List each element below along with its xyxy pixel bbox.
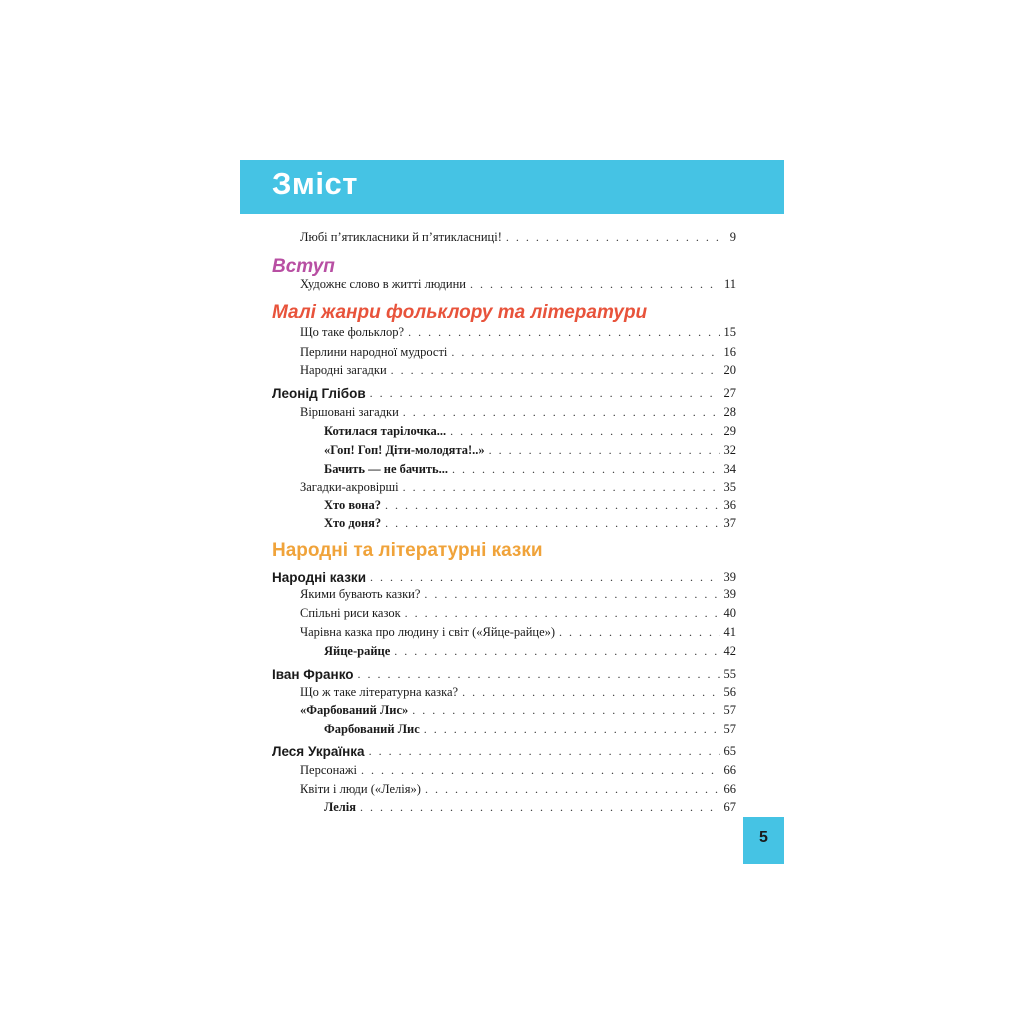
toc-entry[interactable]	[300, 761, 736, 780]
leader-dots	[385, 514, 719, 533]
leader-dots	[361, 761, 720, 780]
toc-entry-page: 55	[723, 667, 736, 681]
toc-entry-label: Хто вона?	[324, 498, 381, 512]
toc-entry-label: Що ж таке літературна казка?	[300, 685, 459, 699]
toc-entry-page: 56	[723, 685, 736, 699]
toc-entry-label: Спільні риси казок	[300, 606, 401, 620]
toc-entry-label: Народні казки	[272, 570, 366, 585]
toc-entry-label: Фарбований Лис	[324, 722, 420, 736]
leader-dots	[424, 585, 719, 604]
leader-dots	[489, 441, 720, 460]
leader-dots	[403, 403, 720, 422]
section-heading-intro: Вступ	[272, 256, 335, 277]
leader-dots	[412, 701, 719, 720]
leader-dots	[405, 604, 720, 623]
toc-entry-label: Художнє слово в житті людини	[300, 277, 466, 291]
leader-dots	[403, 478, 720, 497]
toc-entry-label: Персонажі	[300, 763, 357, 777]
toc-entry-page: 35	[723, 480, 736, 494]
toc-entry-label: Леонід Глібов	[272, 386, 366, 401]
toc-entry[interactable]	[324, 798, 736, 817]
toc-entry[interactable]	[300, 478, 736, 497]
toc-entry[interactable]	[300, 780, 736, 799]
toc-entry-page: 20	[723, 363, 736, 377]
toc-entry-page: 39	[723, 587, 736, 601]
book-page	[240, 160, 784, 865]
leader-dots	[506, 228, 726, 247]
toc-entry-label: Леся Українка	[272, 744, 365, 759]
toc-entry-page: 16	[723, 345, 736, 359]
toc-entry-page: 42	[723, 644, 736, 658]
toc-entry-page: 41	[723, 625, 736, 639]
toc-entry-label: Котилася тарілочка...	[324, 424, 447, 438]
leader-dots	[370, 384, 720, 403]
leader-dots	[424, 720, 720, 739]
toc-entry-label: «Гоп! Гоп! Діти-молодята!..»	[324, 443, 485, 457]
toc-entry-page: 36	[723, 498, 736, 512]
toc-entry-page: 15	[723, 325, 736, 339]
toc-entry-page: 40	[723, 606, 736, 620]
table-of-contents	[240, 160, 784, 865]
toc-entry-label: Що таке фольклор?	[300, 325, 405, 339]
toc-entry[interactable]	[324, 460, 736, 479]
section-heading-genres: Малі жанри фольклору та літератури	[272, 302, 648, 323]
toc-entry-label: Лелія	[324, 800, 357, 814]
toc-entry-label: «Фарбований Лис»	[300, 703, 409, 717]
toc-entry-page: 66	[723, 782, 736, 796]
toc-entry[interactable]	[300, 323, 736, 342]
toc-entry-label: Віршовані загадки	[300, 405, 399, 419]
toc-entry[interactable]	[324, 642, 736, 661]
toc-entry-intro-greeting[interactable]	[300, 228, 736, 247]
toc-entry[interactable]	[300, 403, 736, 422]
toc-entry-page: 37	[723, 516, 736, 530]
toc-entry-label: Народні загадки	[300, 363, 387, 377]
toc-entry[interactable]	[300, 683, 736, 702]
toc-entry-page: 57	[723, 703, 736, 717]
toc-entry[interactable]	[300, 585, 736, 604]
page-title: Зміст	[272, 166, 358, 201]
toc-entry-page: 28	[723, 405, 736, 419]
toc-entry[interactable]	[324, 720, 736, 739]
leader-dots	[385, 496, 720, 515]
toc-entry-page: 34	[723, 462, 736, 476]
toc-entry[interactable]	[324, 514, 736, 533]
toc-entry-page: 29	[723, 424, 736, 438]
toc-entry-page: 11	[723, 277, 736, 291]
toc-entry-label: Хто доня?	[324, 516, 382, 530]
toc-entry[interactable]	[300, 361, 736, 380]
toc-entry[interactable]	[324, 496, 736, 515]
toc-entry-page: 39	[723, 570, 736, 584]
leader-dots	[408, 323, 719, 342]
page-number: 5	[759, 829, 768, 846]
leader-dots	[425, 780, 720, 799]
toc-entry-label: Любі п’ятикласники й п’ятикласниці!	[300, 230, 502, 244]
leader-dots	[470, 275, 720, 294]
toc-author-entry[interactable]	[272, 742, 736, 761]
leader-dots	[450, 422, 719, 441]
toc-author-entry[interactable]	[272, 665, 736, 684]
toc-entry-label: Якими бувають казки?	[300, 587, 421, 601]
toc-entry[interactable]	[300, 701, 736, 720]
leader-dots	[391, 361, 720, 380]
leader-dots	[360, 798, 719, 817]
toc-entry[interactable]	[300, 604, 736, 623]
toc-entry-label: Перлини народної мудрості	[300, 345, 448, 359]
toc-entry-label: Чарівна казка про людину і світ («Яйце-райце»)	[300, 625, 556, 639]
page-number-box	[743, 817, 784, 864]
toc-entry-label: Квіти і люди («Лелія»)	[300, 782, 421, 796]
toc-entry-page: 9	[729, 230, 736, 244]
toc-entry[interactable]	[324, 441, 736, 460]
leader-dots	[369, 742, 720, 761]
toc-author-entry[interactable]	[272, 384, 736, 403]
leader-dots	[394, 642, 719, 661]
toc-entry-label: Бачить — не бачить...	[324, 462, 449, 476]
toc-entry-label: Яйце-райце	[324, 644, 391, 658]
toc-entry-page: 66	[723, 763, 736, 777]
toc-entry-page: 67	[723, 800, 736, 814]
leader-dots	[559, 623, 719, 642]
toc-entry[interactable]	[300, 623, 736, 642]
toc-entry-page: 57	[723, 722, 736, 736]
leader-dots	[358, 665, 720, 684]
toc-entry[interactable]	[324, 422, 736, 441]
toc-entry-label: Загадки-акровірші	[300, 480, 399, 494]
section-heading-tales: Народні та літературні казки	[272, 540, 543, 561]
toc-entry-page: 65	[723, 744, 736, 758]
leader-dots	[451, 343, 719, 362]
leader-dots	[452, 460, 719, 479]
toc-entry-page: 27	[723, 386, 736, 400]
toc-entry[interactable]	[300, 275, 736, 294]
toc-entry[interactable]	[300, 343, 736, 362]
toc-entry-page: 32	[723, 443, 736, 457]
toc-entry-label: Іван Франко	[272, 667, 354, 682]
leader-dots	[462, 683, 719, 702]
